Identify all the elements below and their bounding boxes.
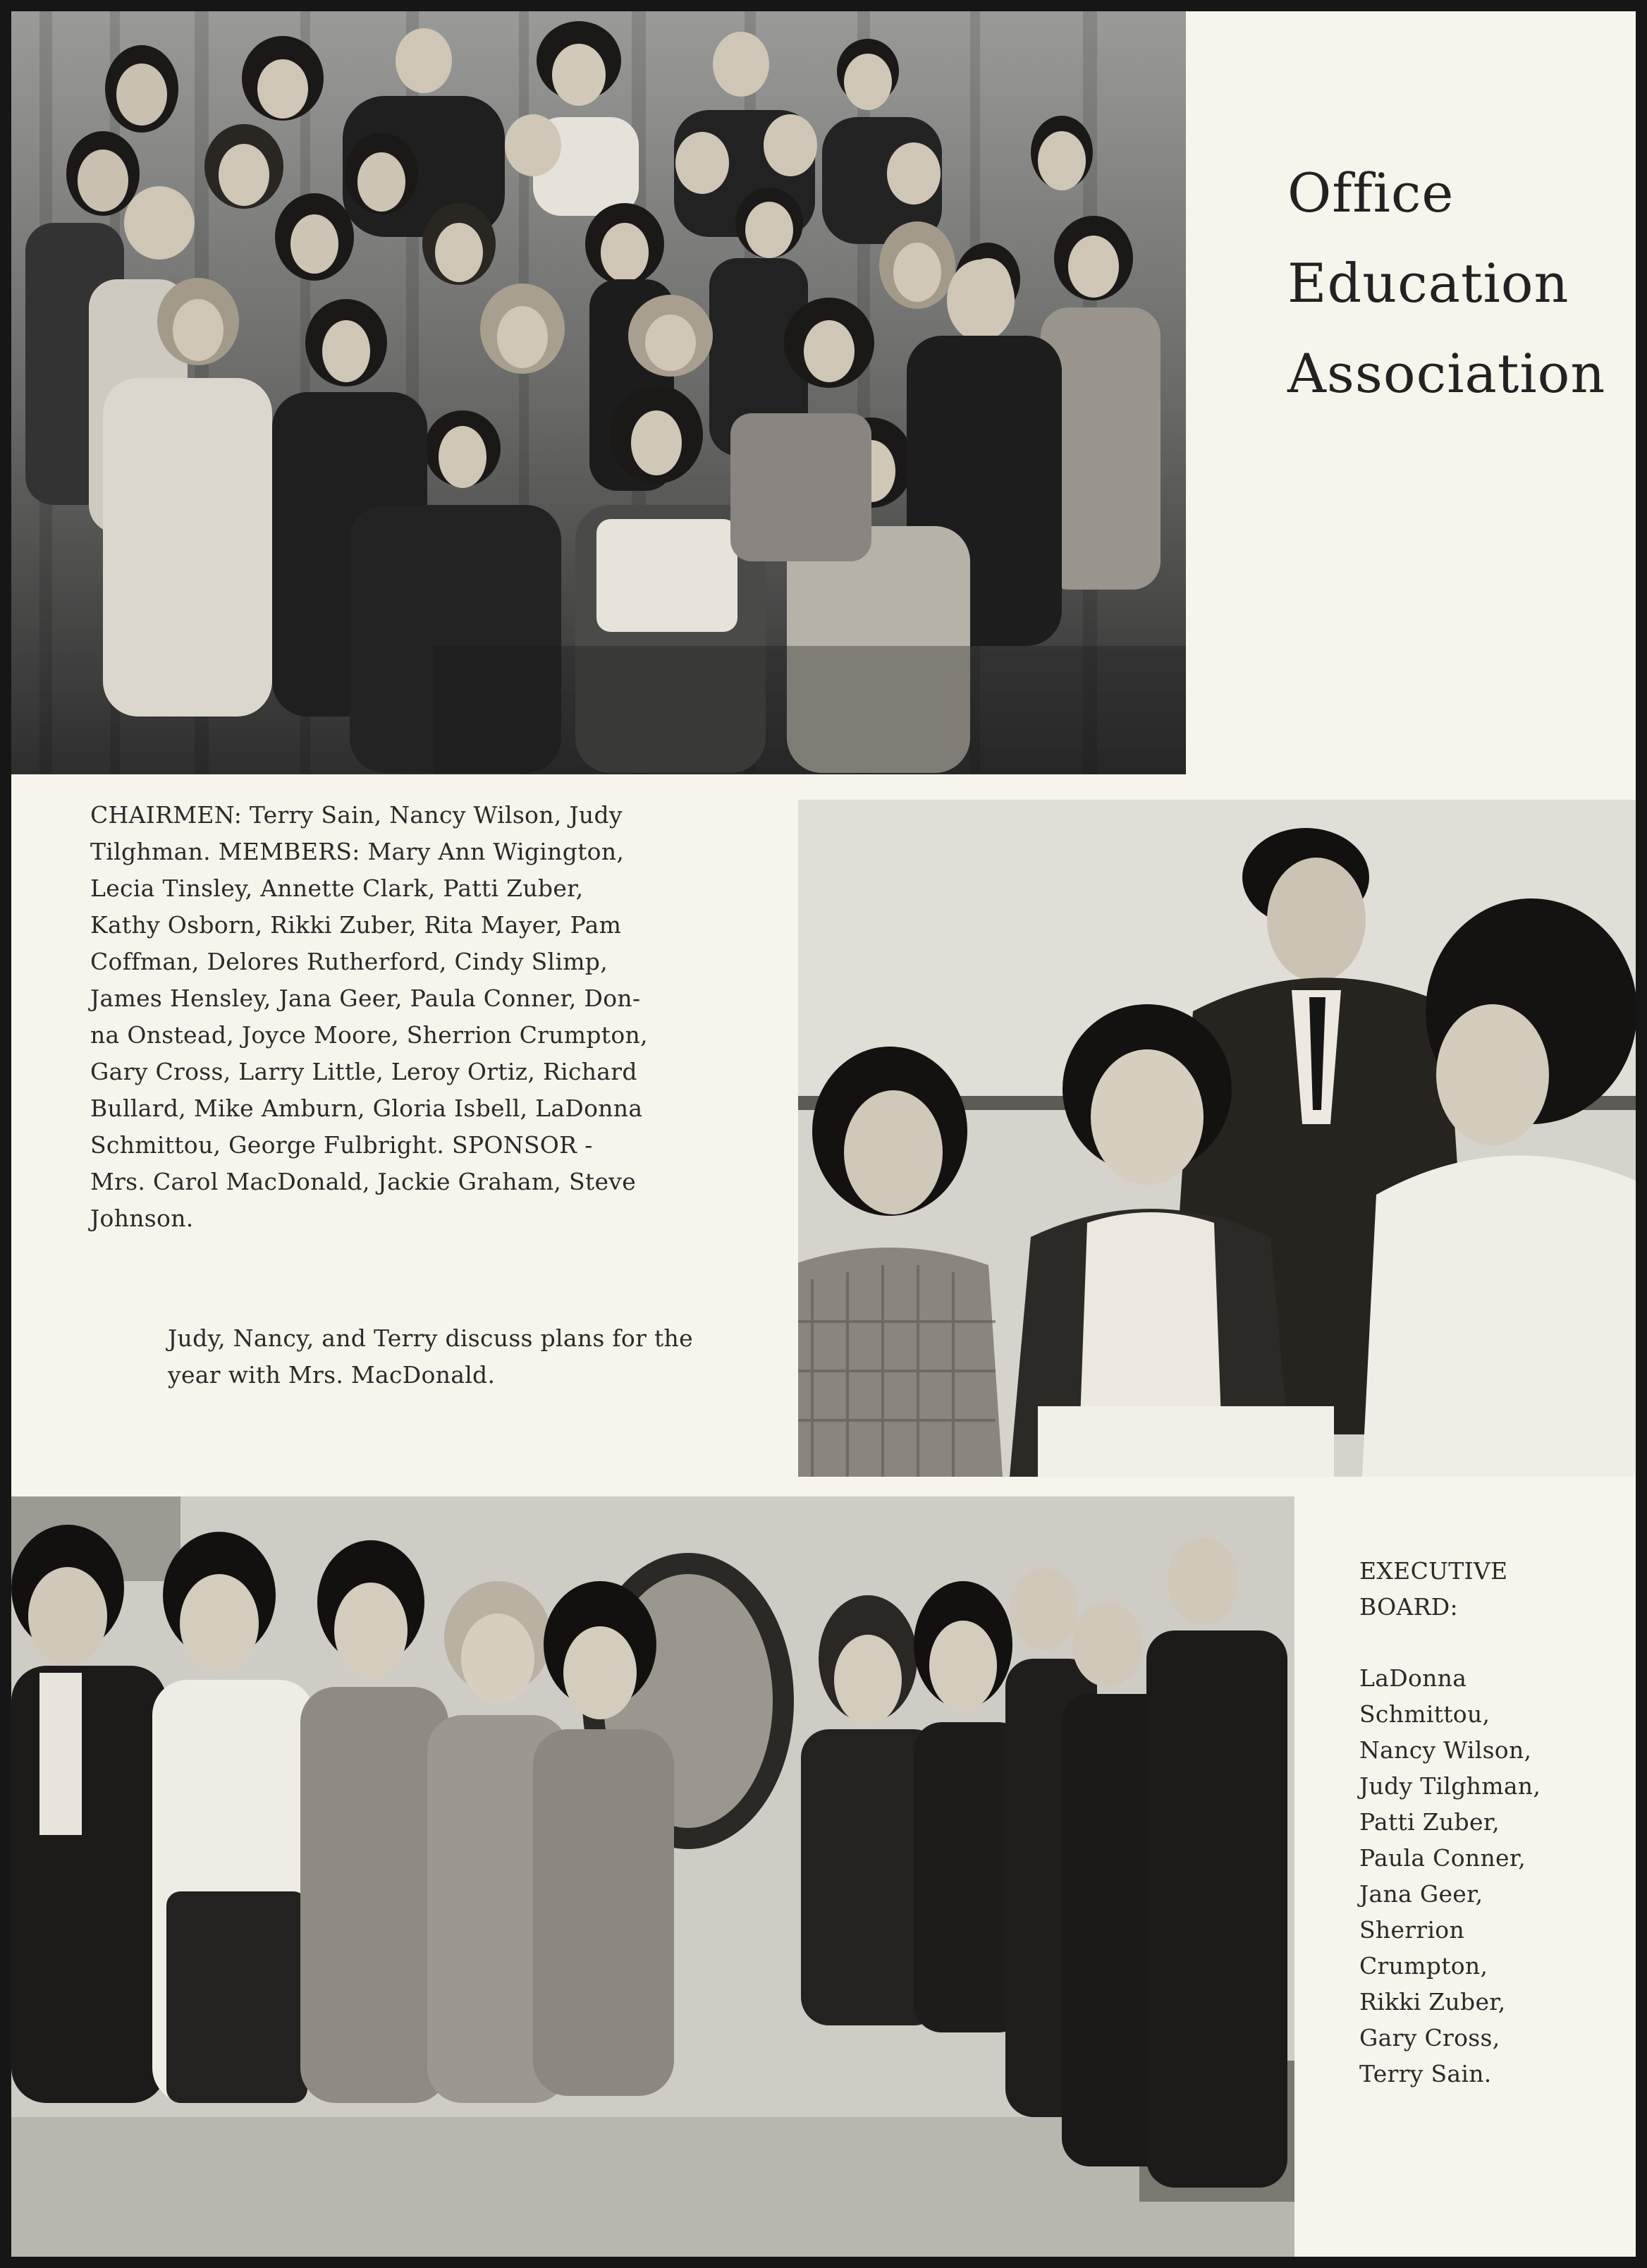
roster-line: Tilghman. MEMBERS: Mary Ann Wigington, bbox=[90, 838, 625, 865]
board-member: Terry Sain. bbox=[1359, 2060, 1492, 2087]
board-member: Paula Conner, bbox=[1359, 1844, 1526, 1872]
caption-line: year with Mrs. MacDonald. bbox=[168, 1361, 496, 1389]
board-member: Patti Zuber, bbox=[1359, 1808, 1500, 1836]
board-member: Sherrion bbox=[1359, 1916, 1465, 1944]
board-member: Nancy Wilson, bbox=[1359, 1736, 1532, 1764]
roster-line: Gary Cross, Larry Little, Leroy Ortiz, Richard bbox=[90, 1058, 637, 1085]
board-member: Rikki Zuber, bbox=[1359, 1988, 1506, 2016]
roster-line: Lecia Tinsley, Annette Clark, Patti Zuber, bbox=[90, 874, 584, 902]
title-line-1: Office bbox=[1287, 161, 1455, 224]
roster-line: Bullard, Mike Amburn, Gloria Isbell, LaDonna bbox=[90, 1095, 643, 1122]
group-photo-image bbox=[11, 11, 1186, 774]
executive-board-heading: EXECUTIVE bbox=[1359, 1557, 1508, 1585]
executive-board-photo bbox=[11, 1496, 1294, 2257]
yearbook-page bbox=[11, 11, 1636, 2257]
title-line-2: Education bbox=[1287, 252, 1569, 315]
executive-board-list bbox=[1359, 1553, 1627, 2092]
photo-caption bbox=[168, 1320, 774, 1394]
roster-line: CHAIRMEN: Terry Sain, Nancy Wilson, Judy bbox=[90, 801, 623, 829]
roster-line: Kathy Osborn, Rikki Zuber, Rita Mayer, Pam bbox=[90, 911, 622, 939]
roster-line: na Onstead, Joyce Moore, Sherrion Crumpton, bbox=[90, 1021, 648, 1049]
roster-line: Mrs. Carol MacDonald, Jackie Graham, Steve bbox=[90, 1168, 637, 1195]
officers-photo bbox=[798, 800, 1636, 1477]
spacer bbox=[1359, 1625, 1627, 1660]
officers-photo-image bbox=[798, 800, 1636, 1477]
board-member: Judy Tilghman, bbox=[1359, 1772, 1541, 1800]
executive-board-photo-image bbox=[11, 1496, 1294, 2257]
caption-line: Judy, Nancy, and Terry discuss plans for the bbox=[168, 1324, 693, 1352]
roster-line: Johnson. bbox=[90, 1205, 194, 1232]
board-member: LaDonna bbox=[1359, 1664, 1467, 1692]
board-member: Schmittou, bbox=[1359, 1700, 1490, 1728]
board-member: Crumpton, bbox=[1359, 1952, 1488, 1980]
title-line-3: Association bbox=[1287, 342, 1606, 405]
roster-line: James Hensley, Jana Geer, Paula Conner, Don- bbox=[90, 984, 641, 1012]
group-photo bbox=[11, 11, 1186, 774]
roster-line: Coffman, Delores Rutherford, Cindy Slimp, bbox=[90, 948, 608, 975]
roster-line: Schmittou, George Fulbright. SPONSOR - bbox=[90, 1131, 593, 1159]
membership-roster bbox=[90, 797, 753, 1237]
board-member: Gary Cross, bbox=[1359, 2024, 1500, 2051]
board-member: Jana Geer, bbox=[1359, 1880, 1483, 1908]
executive-board-heading: BOARD: bbox=[1359, 1593, 1458, 1621]
